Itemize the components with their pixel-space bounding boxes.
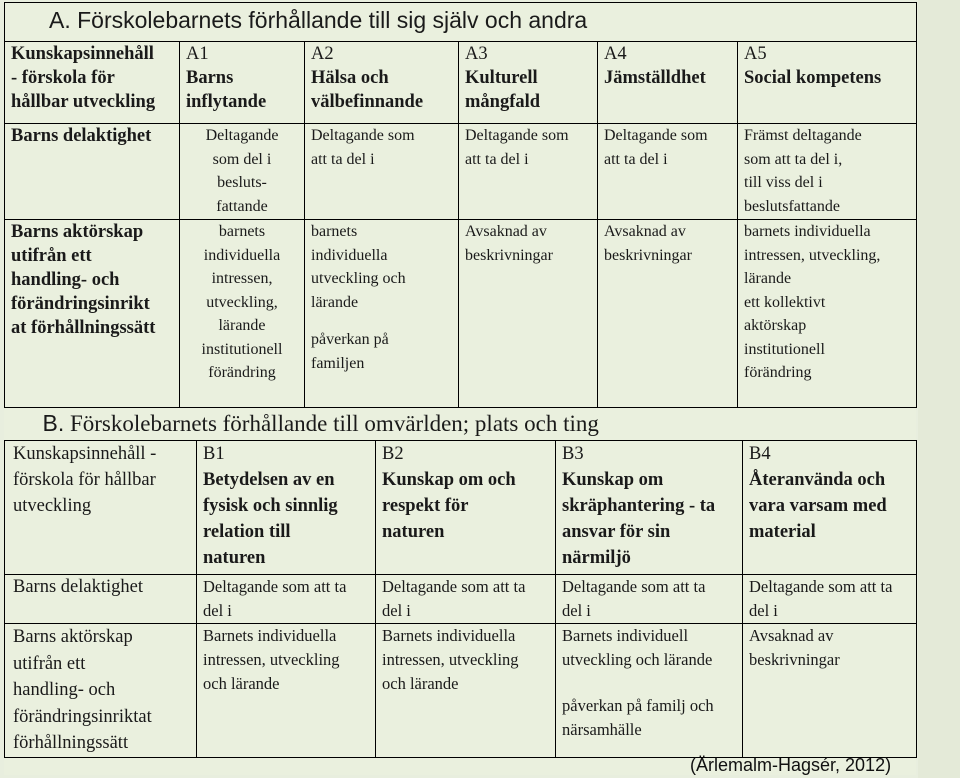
b-cell-b4-delaktighet: Deltagande som att ta del i	[743, 575, 917, 624]
a-row-label-delaktighet: Barns delaktighet	[5, 124, 180, 220]
a-column-header-a3: A3 Kulturell mångfald	[459, 42, 598, 124]
a-cell-a5-aktorskap: barnets individuella intressen, utveckling, lärande ett kollektivt aktörskap institutionell förändring	[738, 220, 917, 408]
a-column-header-a4: A4 Jämställdhet	[598, 42, 738, 124]
b-column-header-b2: B2 Kunskap om och respekt för naturen	[376, 441, 556, 575]
a-cell-a2-aktorskap: barnets individuella utveckling och lärande påverkan på familjen	[305, 220, 459, 408]
b-cell-b1-aktorskap: Barnets individuella intressen, utveckling och lärande	[197, 624, 376, 758]
a-cell-a3-delaktighet: Deltagande som att ta del i	[459, 124, 598, 220]
b-column-header-b4: B4 Återanvända och vara varsam med material	[743, 441, 917, 575]
b-header-row-label: Kunskapsinnehåll - förskola för hållbar utveckling	[5, 441, 197, 575]
a-cell-a5-delaktighet: Främst deltagande som att ta del i, till viss del i beslutsfattande	[738, 124, 917, 220]
b-column-header-b3: B3 Kunskap om skräphantering - ta ansvar för sin närmiljö	[556, 441, 743, 575]
page-edge	[918, 0, 960, 778]
a-cell-a1-delaktighet: Deltagande som del i besluts- fattande	[180, 124, 305, 220]
a-column-header-a5: A5 Social kompetens	[738, 42, 917, 124]
b-cell-b3-delaktighet: Deltagande som att ta del i	[556, 575, 743, 624]
b-cell-b1-delaktighet: Deltagande som att ta del i	[197, 575, 376, 624]
b-cell-b3-aktorskap: Barnets individuell utveckling och lärande påverkan på familj och närsamhälle	[556, 624, 743, 758]
a-cell-a1-aktorskap: barnets individuella intressen, utveckling, lärande institutionell förändring	[180, 220, 305, 408]
section-b-title-text: Förskolebarnets förhållande till omvärlden; plats och ting	[69, 411, 599, 436]
b-cell-b4-aktorskap: Avsaknad av beskrivningar	[743, 624, 917, 758]
a-cell-a2-delaktighet: Deltagande som att ta del i	[305, 124, 459, 220]
section-b-letter: B.	[42, 410, 65, 436]
b-column-header-b1: B1 Betydelsen av en fysisk och sinnlig relation till naturen	[197, 441, 376, 575]
b-cell-b2-aktorskap: Barnets individuella intressen, utveckling och lärande	[376, 624, 556, 758]
a-cell-a3-aktorskap: Avsaknad av beskrivningar	[459, 220, 598, 408]
b-cell-b2-delaktighet: Deltagande som att ta del i	[376, 575, 556, 624]
b-row-label-aktorskap: Barns aktörskap utifrån ett handling- och förändringsinriktat förhållningssätt	[5, 624, 197, 758]
a-header-row-label: Kunskapsinnehåll - förskola för hållbar utveckling	[5, 42, 180, 124]
section-b-title	[5, 406, 917, 441]
table-a	[4, 2, 917, 408]
citation: (Ärlemalm-Hagsér, 2012)	[690, 755, 892, 775]
a-cell-a4-aktorskap: Avsaknad av beskrivningar	[598, 220, 738, 408]
table-b	[4, 406, 917, 758]
section-a-title: A. Förskolebarnets förhållande till sig själv och andra	[5, 3, 917, 42]
a-row-label-aktorskap: Barns aktörskap utifrån ett handling- och förändringsinrikt at förhållningssätt	[5, 220, 180, 408]
a-column-header-a1: A1 Barns inflytande	[180, 42, 305, 124]
a-column-header-a2: A2 Hälsa och välbefinnande	[305, 42, 459, 124]
a-cell-a4-delaktighet: Deltagande som att ta del i	[598, 124, 738, 220]
b-row-label-delaktighet: Barns delaktighet	[5, 575, 197, 624]
